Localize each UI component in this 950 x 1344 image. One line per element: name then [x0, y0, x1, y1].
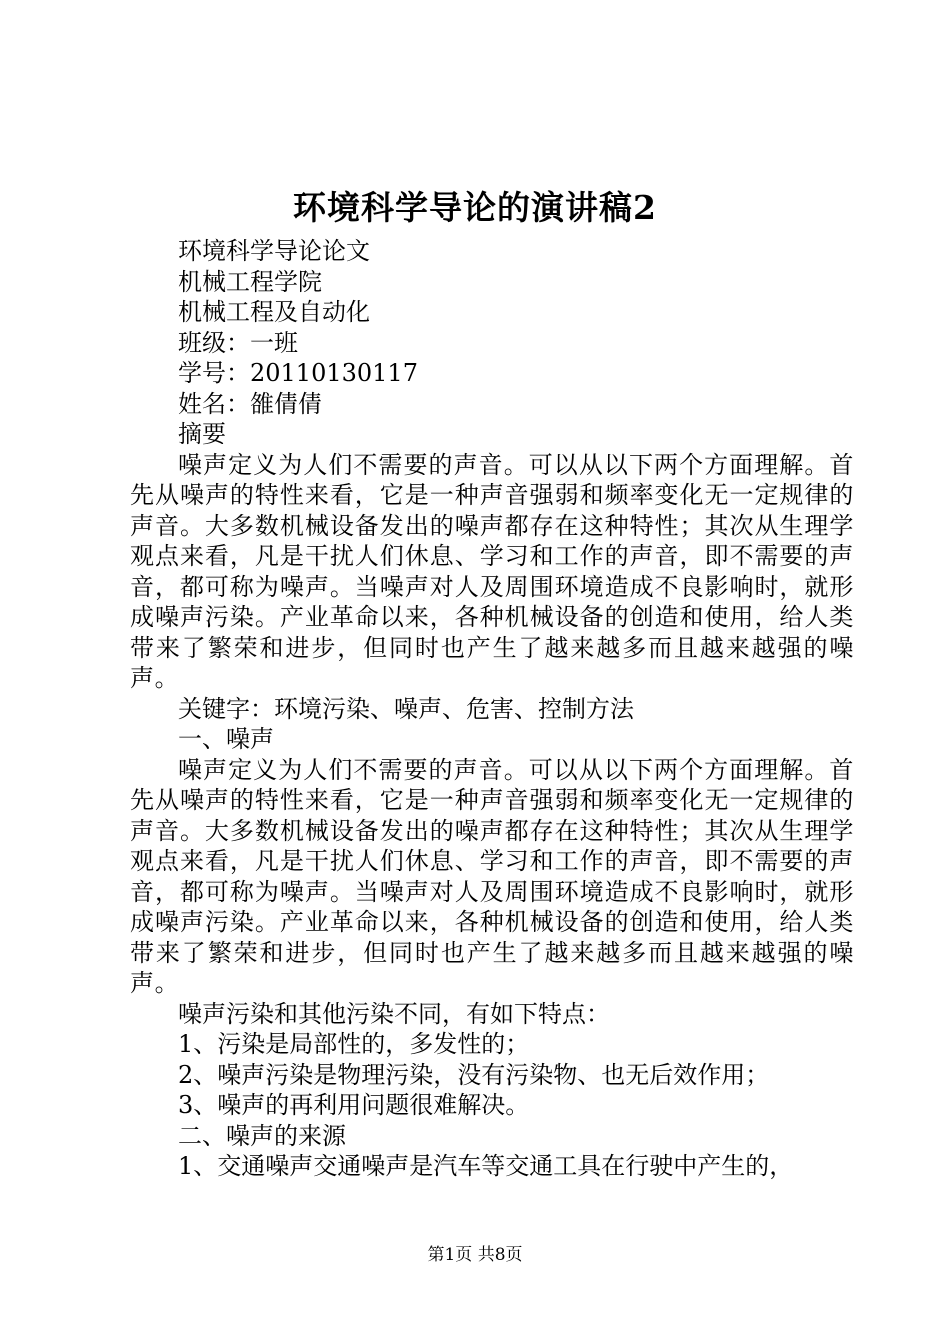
- section-heading-noise-sources: 二、噪声的来源: [178, 1121, 346, 1150]
- feature-item: 1、污染是局部性的，多发性的；: [178, 1030, 530, 1058]
- abstract-paragraph: 噪声定义为人们不需要的声音。可以从以下两个方面理解。首先从噪声的特性来看，它是一种声音强弱和频率变化无一定规律的声音。大多数机械设备发出的噪声都存在这种特性；其次从生理学观点来看，凡是干扰人们休息、学习和工作的声音，即不需要的声音，都可称为噪声。当噪声对人及周围环境造成不良影响时，就形成噪声污染。产业革命以来，各种机械设备的创造和使用，给人类带来了繁荣和进步，但同时也产生了越来越多而且越来越强的噪声。: [130, 450, 854, 692]
- major-line: 机械工程及自动化: [178, 298, 370, 326]
- section-heading-noise: 一、噪声: [178, 725, 274, 753]
- features-intro: 噪声污染和其他污染不同，有如下特点：: [178, 999, 610, 1028]
- keywords-line: 关键字：环境污染、噪声、危害、控制方法: [178, 694, 634, 723]
- name-line: 姓名：雒倩倩: [178, 389, 322, 418]
- abstract-heading: 摘要: [178, 420, 226, 448]
- traffic-noise-line: 1、交通噪声交通噪声是汽车等交通工具在行驶中产生的，: [178, 1152, 794, 1180]
- noise-definition-paragraph: 噪声定义为人们不需要的声音。可以从以下两个方面理解。首先从噪声的特性来看，它是一种声音强弱和频率变化无一定规律的声音。大多数机械设备发出的噪声都存在这种特性；其次从生理学观点来看，凡是干扰人们休息、学习和工作的声音，即不需要的声音，都可称为噪声。当噪声对人及周围环境造成不良影响时，就形成噪声污染。产业革命以来，各种机械设备的创造和使用，给人类带来了繁荣和进步，但同时也产生了越来越多而且越来越强的噪声。: [130, 755, 854, 997]
- feature-item: 2、噪声污染是物理污染，没有污染物、也无后效作用；: [178, 1060, 770, 1089]
- paper-label: 环境科学导论论文: [178, 237, 370, 265]
- student-id-line: 学号：20110130117: [178, 359, 418, 387]
- college-line: 机械工程学院: [178, 267, 322, 296]
- document-title: 环境科学导论的演讲稿2: [293, 188, 657, 227]
- class-line: 班级：一班: [178, 328, 298, 357]
- page-footer: 第1页 共8页: [427, 1245, 523, 1265]
- feature-item: 3、噪声的再利用问题很难解决。: [178, 1091, 530, 1119]
- document-body: [130, 236, 854, 1182]
